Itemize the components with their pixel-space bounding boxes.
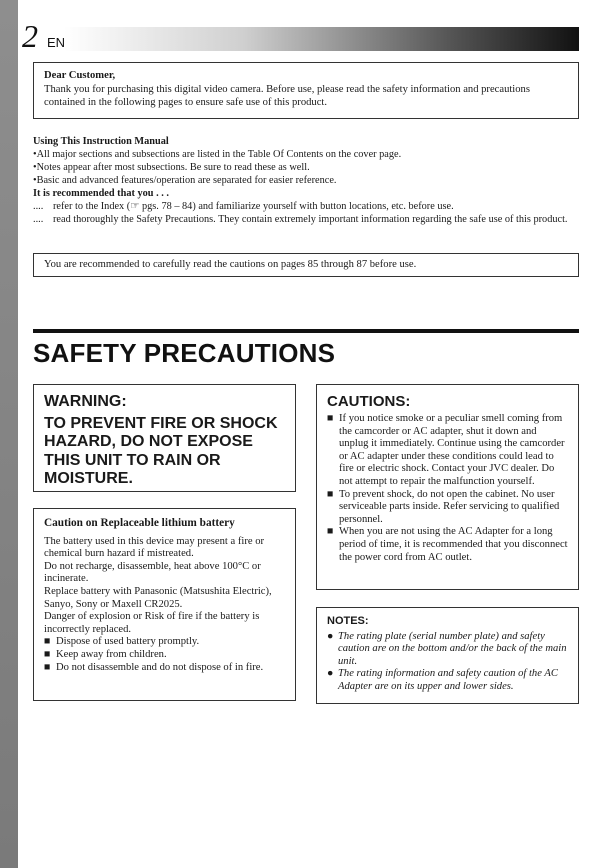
caution-item: ■ If you notice smoke or a peculiar smell coming from the camcorder or AC adapter, shut it down and unplug it immediately. Continue using the camcorder or AC adapter under these conditions could lead to fire or electric shock. Contact your JVC dealer. Do not attempt to repair the malfunction yourself. — [327, 413, 565, 487]
caution-item: ■ To prevent shock, do not open the cabinet. No user serviceable parts inside. Refer servicing to qualified personnel. — [327, 488, 560, 525]
battery-item: ■ Do not disassemble and do not dispose of in fire. — [44, 661, 264, 673]
square-bullet-icon: ■ — [327, 413, 334, 424]
greeting-box — [33, 62, 579, 119]
caution-item: ■ When you are not using the AC Adapter for a long period of time, it is recommended that you disconnect the power cord from AC outlet. — [327, 526, 568, 563]
square-bullet-icon: ■ — [44, 648, 51, 660]
greeting-body: Thank you for purchasing this digital video camera. Before use, please read the safety information and precautions contained in the following pages to ensure safe use of this product. — [44, 83, 530, 108]
section-title: SAFETY PRECAUTIONS — [33, 338, 336, 368]
recommend-item: .... refer to the Index (☞ pgs. 78 – 84) and familiarize yourself with button locations, etc. before use. — [33, 201, 454, 212]
greeting-title: Dear Customer, — [44, 70, 116, 81]
manual-bullet: •All major sections and subsections are listed in the Table Of Contents on the cover page. — [33, 149, 402, 160]
square-bullet-icon: ■ — [44, 661, 51, 673]
battery-caution-box — [33, 508, 296, 701]
battery-item: ■ Keep away from children. — [44, 648, 167, 660]
notes-title: NOTES: — [327, 615, 369, 627]
warning-title: WARNING: — [44, 393, 127, 410]
recommend-heading: It is recommended that you . . . — [33, 188, 169, 199]
manual-bullet: •Notes appear after most subsections. Be sure to read these as well. — [33, 162, 310, 173]
battery-paragraph: Replace battery with Panasonic (Matsushita Electric), Sanyo, Sony or Maxell CR2025. — [44, 585, 272, 610]
battery-item: ■ Dispose of used battery promptly. — [44, 636, 200, 648]
square-bullet-icon: ■ — [327, 488, 334, 500]
round-bullet-icon: ● — [327, 630, 334, 642]
cautions-box — [316, 384, 579, 590]
round-bullet-icon: ● — [327, 668, 334, 680]
section-divider — [33, 329, 579, 333]
language-label: EN — [47, 35, 66, 50]
battery-paragraph: Do not recharge, disassemble, heat above 100°C or incinerate. — [44, 560, 261, 585]
battery-paragraph: Danger of explosion or Risk of fire if the battery is incorrectly replaced. — [44, 611, 260, 635]
square-bullet-icon: ■ — [327, 526, 334, 538]
warning-body: TO PREVENT FIRE OR SHOCK HAZARD, DO NOT EXPOSE THIS UNIT TO RAIN OR MOISTURE. — [44, 414, 278, 487]
square-bullet-icon: ■ — [44, 636, 51, 648]
manual-heading: Using This Instruction Manual — [33, 136, 169, 147]
note-item: ● The rating information and safety caution of the AC Adapter are on its upper and lower sides. — [327, 668, 558, 692]
recommend-item: .... read thoroughly the Safety Precautions. They contain extremely important information regarding the safe use of this product. — [33, 214, 568, 225]
header-gradient-bar — [64, 27, 579, 51]
notes-box — [316, 607, 579, 704]
bullet-marker: • — [33, 175, 37, 186]
warning-box — [33, 384, 296, 492]
battery-paragraph: The battery used in this device may present a fire or chemical burn hazard if mistreated. — [44, 535, 265, 560]
page-number: 2 — [22, 18, 38, 54]
cautions-notice-box — [33, 253, 579, 277]
notice-text: You are recommended to carefully read the cautions on pages 85 through 87 before use. — [44, 259, 417, 270]
battery-title: Caution on Replaceable lithium battery — [44, 517, 235, 529]
bullet-marker: • — [33, 162, 37, 173]
dots-marker: .... — [33, 214, 44, 225]
manual-usage-section — [33, 135, 579, 226]
manual-bullet: •Basic and advanced features/operation are separated for easier reference. — [33, 175, 337, 186]
dots-marker: .... — [33, 201, 44, 212]
cautions-title: CAUTIONS: — [327, 393, 411, 410]
bullet-marker: • — [33, 149, 37, 160]
note-item: ● The rating plate (serial number plate) and safety caution are on the bottom and/or the back of the main unit. — [327, 630, 567, 667]
page-edge-strip — [0, 0, 18, 868]
